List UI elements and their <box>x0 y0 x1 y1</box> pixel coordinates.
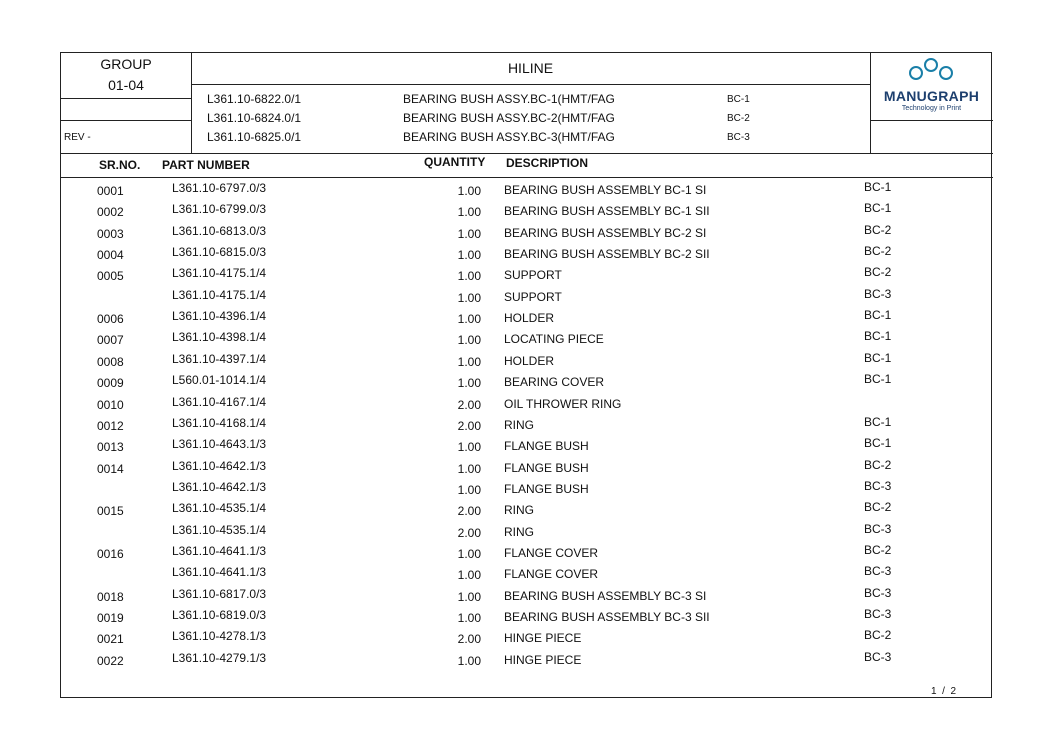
part-number: L361.10-4642.1/3 <box>172 458 267 473</box>
description: HINGE PIECE <box>504 631 582 646</box>
revision-label: REV - <box>64 132 91 143</box>
sr-number: 0008 <box>97 354 124 369</box>
assembly-ref: BC-2 <box>864 244 892 259</box>
column-header-qty: QUANTITY <box>424 155 486 169</box>
table-row <box>61 349 993 370</box>
assembly-ref: BC-1 <box>864 329 892 344</box>
quantity: 1.00 <box>457 226 481 241</box>
sr-number: 0013 <box>97 440 124 455</box>
assembly-ref: BC-1 <box>864 414 892 429</box>
sr-number: 0006 <box>97 312 124 327</box>
part-number: L361.10-4168.1/4 <box>172 415 267 430</box>
table-row <box>61 178 993 199</box>
sr-number: 0018 <box>97 589 124 604</box>
quantity: 1.00 <box>457 568 481 583</box>
quantity: 1.00 <box>457 184 481 198</box>
description: FLANGE BUSH <box>504 481 589 496</box>
sr-number: 0007 <box>97 333 124 348</box>
assembly-ref: BC-3 <box>864 649 892 664</box>
quantity: 1.00 <box>457 248 481 263</box>
table-row <box>61 370 993 391</box>
assembly-ref: BC-2 <box>727 113 750 124</box>
description: SUPPORT <box>504 289 562 304</box>
table-row <box>61 413 993 434</box>
sr-number: 0014 <box>97 461 124 476</box>
assembly-part: L361.10-6824.0/1 <box>207 111 302 125</box>
part-number: L361.10-6813.0/3 <box>172 223 267 238</box>
description: BEARING BUSH ASSEMBLY BC-2 SII <box>504 247 710 262</box>
part-number: L361.10-4279.1/3 <box>172 650 267 665</box>
assembly-ref: BC-1 <box>864 180 892 194</box>
description: FLANGE BUSH <box>504 439 589 454</box>
quantity: 1.00 <box>457 333 481 348</box>
page-title: HILINE <box>507 60 554 76</box>
logo-wordmark: MANUGRAPH <box>883 88 980 104</box>
divider <box>191 84 870 85</box>
description: OIL THROWER RING <box>504 396 622 411</box>
assembly-ref: BC-1 <box>727 94 750 105</box>
table-row <box>61 562 993 583</box>
assembly-ref: BC-1 <box>864 201 892 216</box>
column-header-part: PART NUMBER <box>162 158 250 172</box>
assembly-ref: BC-3 <box>864 585 892 600</box>
part-number: L361.10-4278.1/3 <box>172 629 267 644</box>
part-number: L361.10-6799.0/3 <box>172 202 267 217</box>
part-number: L361.10-4641.1/3 <box>172 543 267 558</box>
quantity: 1.00 <box>457 440 481 455</box>
quantity: 2.00 <box>457 418 481 433</box>
part-number: L361.10-4641.1/3 <box>172 565 267 580</box>
description: RING <box>504 524 534 539</box>
logo-rings-icon <box>870 55 993 85</box>
table-row <box>61 263 993 284</box>
quantity: 1.00 <box>457 482 481 497</box>
part-number: L361.10-6815.0/3 <box>172 245 267 260</box>
quantity: 1.00 <box>457 653 481 668</box>
assembly-description: BEARING BUSH ASSY.BC-1(HMT/FAG <box>403 92 615 106</box>
description: BEARING BUSH ASSEMBLY BC-2 SI <box>504 225 707 240</box>
quantity: 1.00 <box>457 269 481 284</box>
sr-number: 0003 <box>97 226 124 241</box>
column-header-sr: SR.NO. <box>99 158 141 172</box>
sr-number: 0002 <box>97 205 124 220</box>
assembly-ref: BC-2 <box>864 628 892 643</box>
assembly-ref: BC-3 <box>864 286 892 301</box>
table-row <box>61 199 993 220</box>
description: FLANGE COVER <box>504 545 599 560</box>
assembly-part: L361.10-6822.0/1 <box>207 92 302 106</box>
description: FLANGE COVER <box>504 567 599 582</box>
part-number: L361.10-4167.1/4 <box>172 394 267 409</box>
table-row <box>61 221 993 242</box>
logo-tagline: Technology in Print <box>901 105 962 112</box>
description: HOLDER <box>504 311 555 326</box>
assembly-ref: BC-3 <box>864 564 892 579</box>
description: HOLDER <box>504 353 555 368</box>
parts-table-body <box>61 178 993 678</box>
assembly-ref: BC-2 <box>864 500 892 515</box>
parts-list-sheet <box>60 52 992 698</box>
part-number: L361.10-6797.0/3 <box>172 181 267 195</box>
table-row <box>61 520 993 541</box>
quantity: 1.00 <box>457 611 481 625</box>
assembly-ref: BC-2 <box>864 265 892 280</box>
table-row <box>61 584 993 605</box>
description: BEARING COVER <box>504 375 605 390</box>
sr-number: 0005 <box>97 269 124 284</box>
page-number: 1 / 2 <box>931 686 957 697</box>
table-row <box>61 477 993 498</box>
quantity: 1.00 <box>457 312 481 327</box>
table-row <box>61 648 993 669</box>
sr-number: 0019 <box>97 611 124 625</box>
sr-number: 0010 <box>97 397 124 412</box>
table-row <box>61 327 993 348</box>
description: BEARING BUSH ASSEMBLY BC-1 SI <box>504 183 707 197</box>
part-number: L560.01-1014.1/4 <box>172 373 267 388</box>
quantity: 1.00 <box>457 546 481 561</box>
quantity: 1.00 <box>457 290 481 305</box>
table-row <box>61 498 993 519</box>
part-number: L361.10-6819.0/3 <box>172 608 267 622</box>
description: BEARING BUSH ASSEMBLY BC-1 SII <box>504 204 710 219</box>
table-row <box>61 434 993 455</box>
description: RING <box>504 503 534 518</box>
part-number: L361.10-4642.1/3 <box>172 479 267 494</box>
assembly-description: BEARING BUSH ASSY.BC-2(HMT/FAG <box>403 111 615 125</box>
assembly-ref: BC-2 <box>864 222 892 237</box>
assembly-ref: BC-3 <box>864 521 892 536</box>
table-row <box>61 541 993 562</box>
quantity: 1.00 <box>457 376 481 391</box>
table-row <box>61 306 993 327</box>
description: LOCATING PIECE <box>504 332 604 347</box>
part-number: L361.10-4398.1/4 <box>172 330 267 345</box>
quantity: 2.00 <box>457 504 481 519</box>
quantity: 1.00 <box>457 354 481 369</box>
sr-number: 0022 <box>97 653 124 668</box>
group-label: GROUP <box>100 56 152 72</box>
description: HINGE PIECE <box>504 652 582 667</box>
table-row <box>61 285 993 306</box>
assembly-ref: BC-1 <box>864 372 892 387</box>
table-row <box>61 605 993 626</box>
assembly-ref: BC-1 <box>864 436 892 451</box>
table-row <box>61 456 993 477</box>
divider <box>61 120 191 121</box>
assembly-description: BEARING BUSH ASSY.BC-3(HMT/FAG <box>403 130 615 144</box>
sr-number: 0004 <box>97 248 124 263</box>
part-number: L361.10-4175.1/4 <box>172 266 267 281</box>
divider <box>61 98 191 99</box>
table-row <box>61 392 993 413</box>
assembly-ref: BC-1 <box>864 350 892 365</box>
assembly-ref: BC-1 <box>864 308 892 323</box>
sr-number: 0016 <box>97 546 124 561</box>
sr-number: 0021 <box>97 632 124 647</box>
part-number: L361.10-4397.1/4 <box>172 351 267 366</box>
part-number: L361.10-4535.1/4 <box>172 501 267 516</box>
table-row <box>61 626 993 647</box>
brand-logo <box>870 53 993 120</box>
quantity: 1.00 <box>457 461 481 476</box>
column-header-desc: DESCRIPTION <box>506 156 589 170</box>
part-number: L361.10-4175.1/4 <box>172 287 267 302</box>
assembly-part: L361.10-6825.0/1 <box>207 130 302 144</box>
sr-number: 0015 <box>97 504 124 519</box>
assembly-ref: BC-2 <box>864 542 892 557</box>
part-number: L361.10-6817.0/3 <box>172 586 267 601</box>
description: BEARING BUSH ASSEMBLY BC-3 SII <box>504 610 710 624</box>
description: RING <box>504 417 534 432</box>
quantity: 2.00 <box>457 397 481 412</box>
sr-number: 0009 <box>97 376 124 391</box>
divider <box>61 153 993 154</box>
divider <box>870 120 993 121</box>
part-number: L361.10-4643.1/3 <box>172 437 267 452</box>
part-number: L361.10-4396.1/4 <box>172 309 267 324</box>
group-code: 01-04 <box>108 77 144 93</box>
description: BEARING BUSH ASSEMBLY BC-3 SI <box>504 588 707 603</box>
part-number: L361.10-4535.1/4 <box>172 522 267 537</box>
quantity: 2.00 <box>457 632 481 647</box>
description: SUPPORT <box>504 268 562 283</box>
sr-number: 0001 <box>97 184 124 198</box>
quantity: 1.00 <box>457 589 481 604</box>
table-row <box>61 242 993 263</box>
assembly-ref: BC-3 <box>864 607 892 621</box>
quantity: 1.00 <box>457 205 481 220</box>
assembly-ref: BC-2 <box>864 457 892 472</box>
sr-number: 0012 <box>97 418 124 433</box>
quantity: 2.00 <box>457 525 481 540</box>
assembly-ref: BC-3 <box>727 132 750 143</box>
description: FLANGE BUSH <box>504 460 589 475</box>
assembly-ref: BC-3 <box>864 478 892 493</box>
